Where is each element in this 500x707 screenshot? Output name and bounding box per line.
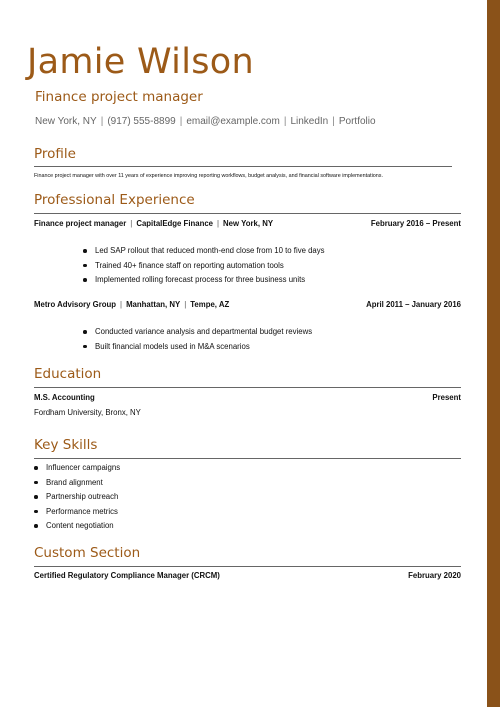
contact-separator: |: [100, 116, 104, 127]
profile-summary: Finance project manager with over 11 years of experience improving reporting workflows, budget analysis, and financial software implementations.: [34, 173, 383, 179]
list-item: Trained 40+ finance staff on reporting automation tools: [83, 259, 325, 274]
job-title-line: [34, 300, 229, 310]
custom-item-header: [34, 571, 461, 581]
list-item: Brand alignment: [34, 476, 120, 491]
education-degree: M.S. Accounting: [34, 393, 95, 402]
job-dates: February 2016 – Present: [370, 219, 461, 228]
custom-item: Certified Regulatory Compliance Manager (CRCM): [34, 571, 220, 580]
contact-location: New York, NY: [35, 116, 97, 127]
skills-list: [34, 461, 120, 534]
contact-separator: |: [332, 116, 335, 127]
contact-separator: |: [283, 116, 287, 127]
section-divider: [34, 458, 461, 459]
section-divider: [34, 213, 461, 214]
job-location: New York, NY: [223, 219, 274, 228]
list-item: Implemented rolling forecast process for three business units: [83, 273, 325, 288]
candidate-headline: Finance project manager: [35, 89, 203, 105]
job-separator: |: [217, 219, 220, 228]
job-location: Tempe, AZ: [190, 300, 230, 309]
section-title-profile: Profile: [34, 146, 76, 162]
job-separator: |: [120, 300, 123, 309]
list-item: Content negotiation: [34, 519, 120, 534]
job-bullet-list: [83, 325, 312, 354]
custom-date: February 2020: [408, 571, 461, 580]
list-item: Influencer campaigns: [34, 461, 120, 476]
job-separator: |: [130, 219, 133, 228]
job-header: [34, 300, 461, 310]
list-item: Performance metrics: [34, 505, 120, 520]
contact-phone: (917) 555-8899: [107, 116, 176, 127]
section-divider: [34, 387, 461, 388]
education-dates: Present: [432, 393, 461, 402]
list-item: Partnership outreach: [34, 490, 120, 505]
job-title-line: [34, 219, 273, 229]
job-bullet-list: [83, 244, 325, 288]
contact-email-link[interactable]: email@example.com: [186, 116, 280, 127]
section-divider: [34, 566, 461, 567]
contact-line: [35, 115, 376, 129]
education-header: [34, 393, 461, 403]
job-separator: |: [184, 300, 187, 309]
list-item: Built financial models used in M&A scenarios: [83, 340, 312, 355]
candidate-name: Jamie Wilson: [27, 42, 254, 82]
section-divider: [34, 166, 452, 167]
job-header: [34, 219, 461, 229]
job-dates: April 2011 – January 2016: [366, 300, 461, 309]
section-title-custom: Custom Section: [34, 545, 141, 561]
section-title-experience: Professional Experience: [34, 192, 195, 208]
accent-sidebar-strip: [487, 0, 500, 707]
job-company: CapitalEdge Finance: [136, 219, 214, 228]
job-company: Manhattan, NY: [126, 300, 181, 309]
list-item: Led SAP rollout that reduced month-end close from 10 to five days: [83, 244, 325, 259]
education-school: Fordham University, Bronx, NY: [34, 408, 141, 417]
linkedin-link[interactable]: LinkedIn: [290, 116, 329, 127]
section-title-education: Education: [34, 366, 102, 382]
job-role: Metro Advisory Group: [34, 300, 117, 309]
job-role: Finance project manager: [34, 219, 127, 228]
section-title-skills: Key Skills: [34, 437, 98, 453]
portfolio-link[interactable]: Portfolio: [338, 116, 376, 127]
contact-separator: |: [179, 116, 183, 127]
list-item: Conducted variance analysis and departmental budget reviews: [83, 325, 312, 340]
